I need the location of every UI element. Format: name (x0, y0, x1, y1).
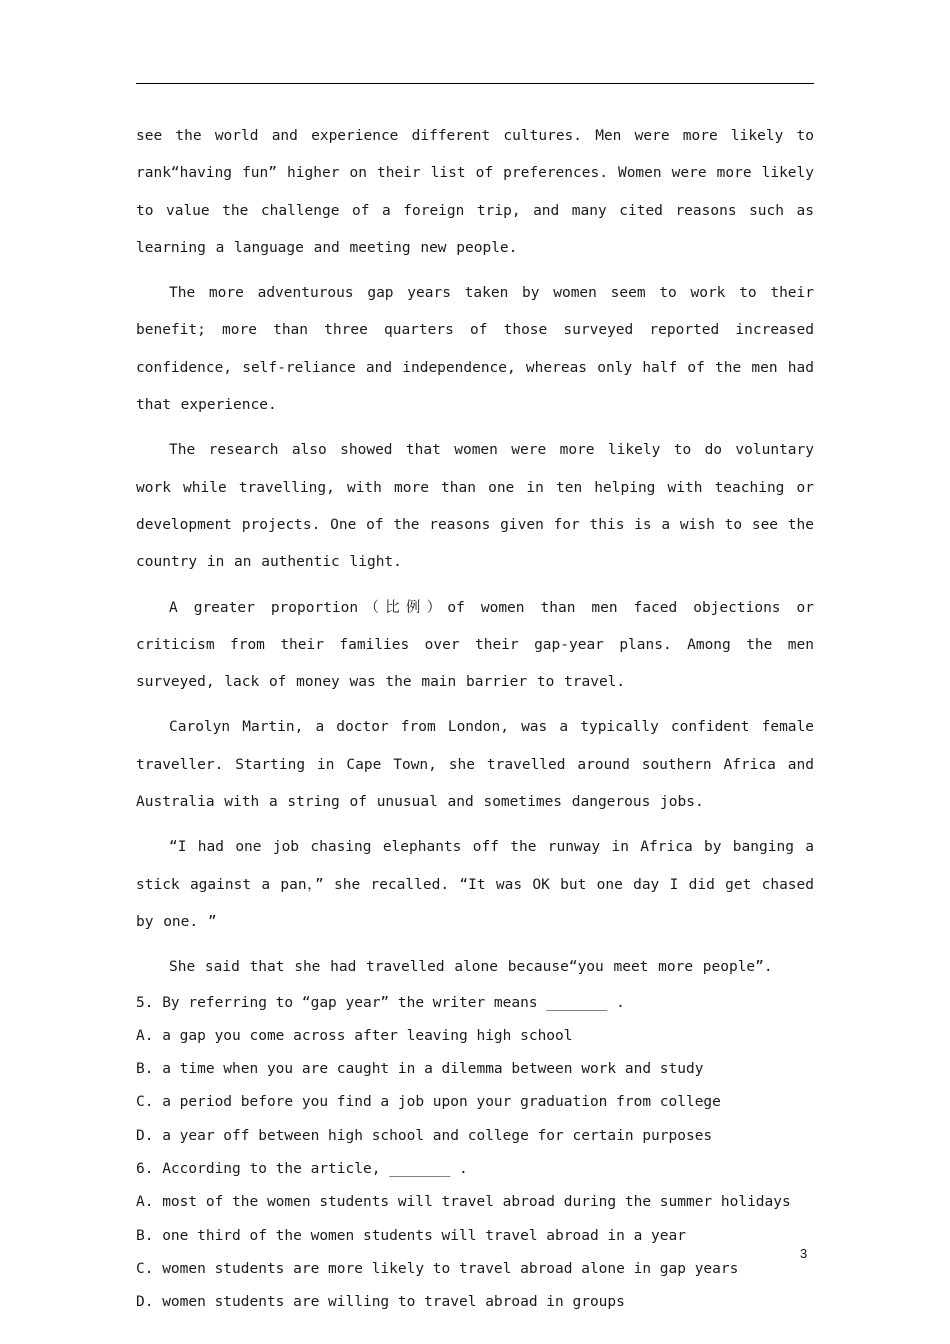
passage-paragraph: She said that she had travelled alone because“you meet more people”. (169, 959, 773, 976)
question-stem: 6. According to the article, _______ . (136, 1161, 468, 1178)
page-content (136, 118, 814, 1320)
answer-option: C. women students are more likely to travel abroad alone in gap years (136, 1260, 739, 1277)
answer-option: D. women students are willing to travel abroad in groups (136, 1294, 625, 1311)
passage-paragraph: Carolyn Martin, a doctor from London, was a typically confident female traveller. Starting in Cape Town, she travelled around southern Africa and Australia with a string of unusual and sometimes dangerous jobs. (136, 719, 814, 811)
question-5 (136, 987, 814, 1153)
answer-option: B. a time when you are caught in a dilemma between work and study (136, 1061, 704, 1078)
passage-paragraph: The research also showed that women were more likely to do voluntary work while travelling, with more than one in ten helping with teaching or development projects. One of the reasons given for this is a wish to see the country in an authentic light. (136, 442, 814, 571)
answer-option: C. a period before you find a job upon your graduation from college (136, 1094, 721, 1111)
answer-option: A. a gap you come across after leaving high school (136, 1027, 573, 1044)
passage-paragraph: The more adventurous gap years taken by women seem to work to their benefit; more than three quarters of those surveyed reported increased confidence, self-reliance and independence, whereas only half of the men had that experience. (136, 285, 814, 414)
question-6 (136, 1153, 814, 1319)
passage-paragraph: A greater proportion（比例）of women than men faced objections or criticism from their families over their gap-year plans. Among the men surveyed, lack of money was the main barrier to travel. (136, 599, 814, 691)
answer-option: D. a year off between high school and college for certain purposes (136, 1127, 713, 1144)
page-number: 3 (800, 1246, 808, 1261)
answer-option: B. one third of the women students will travel abroad in a year (136, 1227, 686, 1244)
header-rule (136, 83, 814, 84)
question-stem: 5. By referring to “gap year” the writer means _______ . (136, 994, 625, 1011)
answer-option: A. most of the women students will travel abroad during the summer holidays (136, 1194, 791, 1211)
passage-paragraph: see the world and experience different cultures. Men were more likely to rank“having fun” higher on their list of preferences. Women were more likely to value the challenge of a foreign trip, and many cited reasons such as learning a language and meeting new people. (136, 128, 814, 256)
passage-paragraph: “I had one job chasing elephants off the runway in Africa by banging a stick against a pan，” she recalled. “It was OK but one day I did get chased by one. ” (136, 839, 814, 930)
